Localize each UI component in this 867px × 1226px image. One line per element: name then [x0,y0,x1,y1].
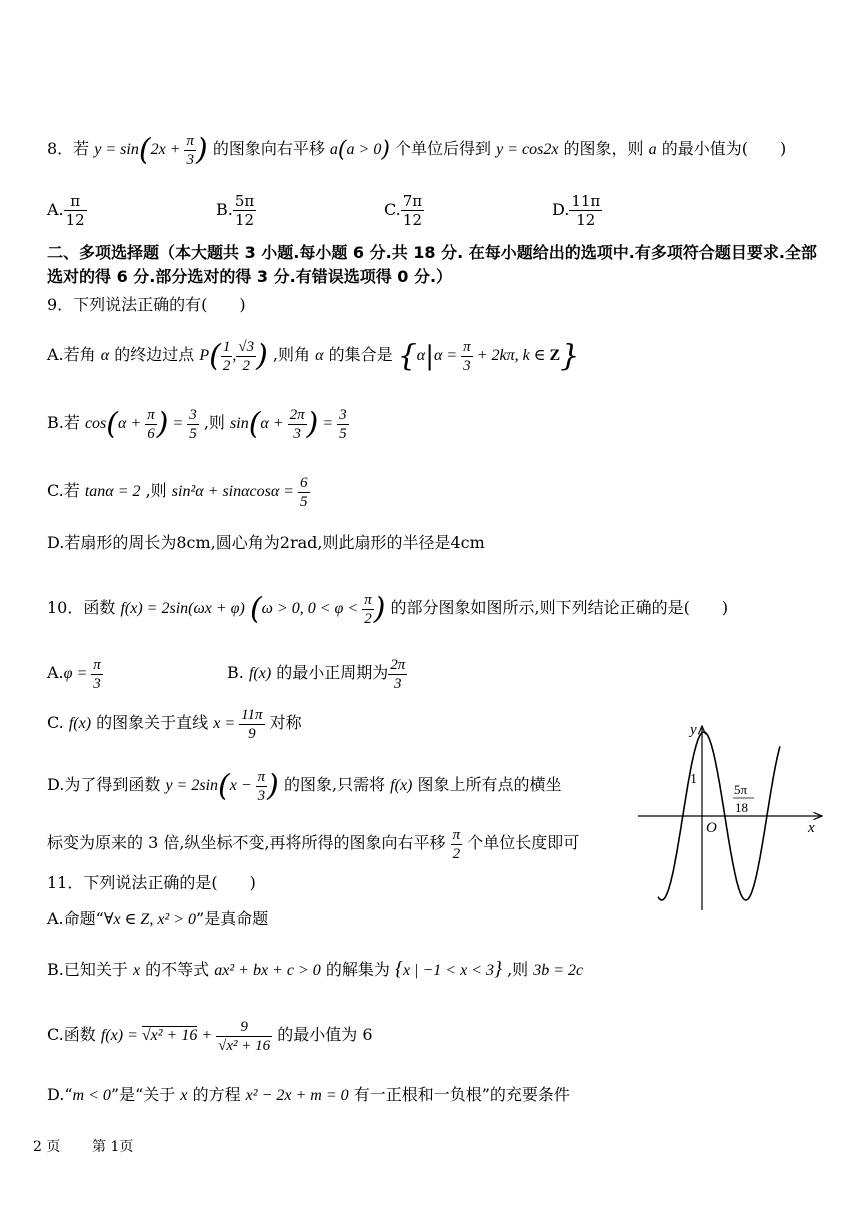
q10b-label: B. [227,663,244,683]
q11b-set: {x | −1 < x < 3} [394,958,502,980]
q11d-eq2: x² − 2x + m = 0 [245,1087,349,1104]
q9a-set: {α|α = $\frac{\pi}{3}$ + 2kπ, k ∈ Z} [397,338,580,374]
q11b-set-content: x | −1 < x < 3 [402,962,494,979]
q9a-text2: 的终边过点 [114,345,195,365]
option-label: B. [216,200,233,219]
q9-option-c [47,474,310,511]
section2-heading-line2: 选对的得 6 分.部分选对的得 3 分.有错误选项得 0 分.） [47,267,453,286]
q11a-eq: ∀x ∈ Z, x² > 0 [103,911,197,928]
q11d-text1: D.“ [47,1085,73,1104]
q10a-label: A. [47,663,64,683]
x-axis-label: x [808,820,815,836]
q8-option-d [552,192,602,229]
q9-option-d [47,532,485,554]
option-label: C. [384,200,401,219]
q8-target: y = cos2x [496,141,559,159]
q9a-text4: 的集合是 [328,345,393,365]
y-axis-label: y [690,722,697,738]
q8-option-b [216,192,256,229]
q9d-v2: 2rad [279,533,318,552]
tick-x-num: 5π [734,782,748,797]
q8-number: 8．若 [47,139,90,159]
q10-graph [636,716,836,916]
q11b-text4: ,则 [507,960,529,979]
option-num: π [64,192,87,211]
q8-tail: 的图象，则 [563,139,644,159]
q11-option-d: D.“m < 0”是“关于 x 的方程 x² − 2x + m = 0 有一正根和一负根”的充要条件 [47,1085,570,1104]
option-num: 5π [234,192,255,210]
alpha-var: α [100,347,110,365]
footer-total-pages: 2 页 [33,1139,61,1155]
q11-option-a [47,908,268,931]
tick-y-label: 1 [690,772,697,787]
q11b-res: 3b = 2c [533,962,584,979]
q9c-eq2: sin²α + sinαcosα = $\frac{6}{5}$ [171,475,308,510]
q10-stem [47,591,728,628]
footer-page-number: 第 1页 [92,1139,134,1155]
q10-option-d-line2: 标变为原来的 3 倍,纵坐标不变,再将所得的图象向右平移 $\frac{\pi}{2}$ 个单位长度即可 [47,827,580,862]
q10-number: 10．函数 [47,598,116,618]
tick-x-den: 18 [735,800,748,815]
option-den: 12 [235,211,255,229]
q9d-text1: D.若扇形的周长为 [47,533,177,552]
alpha-var: α [315,347,324,365]
q11-option-c [47,1018,373,1055]
q9d-v1: 8cm [176,533,211,552]
q10d-eq: y = 2sin(x − $\frac{\pi}{3}$ ) [165,768,279,804]
q11d-text3: 的方程 [192,1085,241,1104]
q10d-line2b: 个单位长度即可 [467,833,580,853]
q8-a: a(a > 0) [329,137,390,163]
q11a-text1: A.命题“ [47,909,104,928]
q8-expr: y = sin(2x + $\frac{\pi}{3}$ ) [94,132,208,168]
option-num: 7π [402,192,423,210]
q10c-label: C. [47,713,64,733]
q11c-text1: C.函数 [47,1025,96,1045]
q10-cond: (ω > 0, 0 < φ < $\frac{\pi}{2}$ ) [249,591,386,627]
q9b-text1: B.若 [47,413,80,433]
q10-tail: 的部分图象如图所示,则下列结论正确的是( ) [390,598,729,618]
q10-option-a: A.φ = $\frac{\pi}{3}$ [47,657,101,692]
q10c-text2: 对称 [269,713,302,733]
q9-stem: 9．下列说法正确的有( ) [47,295,246,314]
q11d-text2: ”是“关于 [110,1085,176,1104]
q10d-text1: D.为了得到函数 [47,775,161,795]
option-label: D. [552,200,570,219]
q10d-text2: 的图象,只需将 [283,775,386,795]
q8-stem [47,132,786,169]
option-den: 12 [576,211,596,229]
q8-mid2: 个单位后得到 [395,139,492,159]
q11a-text2: ”是真命题 [196,909,269,928]
q9c-eq1: tanα = 2 [84,483,141,501]
q10-expr: f(x) = 2sin(ωx + φ) [120,600,245,618]
q8-tail2: 的最小值为( ) [661,139,787,159]
q8-mid: 的图象向右平移 [212,139,325,159]
origin-label: O [706,820,717,836]
q9-option-b [47,406,349,443]
q10-option-c: C. f(x) 的图象关于直线 x = $\frac{11\pi}{9}$ 对称 [47,707,302,742]
option-num: 11π [571,192,601,210]
q11-option-b: B.已知关于 x 的不等式 ax² + bx + c > 0 的解集为 {x | −1 < x < 3} ,则 3b = 2c [47,958,584,980]
q9c-text2: ,则 [145,481,167,501]
q10-option-b: B. f(x) 的最小正周期为 $\frac{2\pi}{3}$ [227,657,406,692]
q9b-text2: ,则 [203,413,225,433]
q9b-eq1: cos(α + $\frac{\pi}{6}$ ) = $\frac{3}{5}$ [84,406,197,442]
q9c-text1: C.若 [47,481,80,501]
q11c-eq: f(x) = √x² + 16 + $\frac{9}{\text{√x² + 16}}$ [100,1019,271,1054]
option-label: A. [47,200,64,219]
section2-heading-line1: 二、多项选择题（本大题共 3 小题.每小题 6 分.共 18 分. 在每小题给出的选项中.有多项符合题目要求.全部 [47,243,817,262]
q9-option-a [47,338,579,375]
q11d-text4: 有一正根和一负根”的充要条件 [353,1085,570,1104]
q10-option-d: D.为了得到函数 y = 2sin(x − $\frac{\pi}{3}$ ) 的图象,只需将 f(x) 图象上所有点的横坐 [47,768,562,804]
q8-a-var: a [648,141,657,159]
q11d-eq1: m < 0 [72,1087,111,1104]
q11b-eq: ax² + bx + c > 0 [214,962,321,979]
q10d-line2a: 标变为原来的 3 倍,纵坐标不变,再将所得的图象向右平移 [47,833,446,853]
q11b-text3: 的解集为 [325,960,390,979]
option-den: 12 [65,211,85,229]
q11b-text1: B.已知关于 [47,960,128,979]
q11c-text2: 的最小值为 6 [277,1025,373,1045]
q9b-eq2: sin(α + $\frac{2\pi}{3}$ ) = $\frac{3}{5}$ [230,406,347,442]
option-den: 12 [402,211,423,229]
q10d-text3: 图象上所有点的横坐 [417,775,562,795]
q9d-text3: ,则此扇形的半径是 [317,533,451,552]
q11b-text2: 的不等式 [145,960,210,979]
q9a-text1: A.若角 [47,345,96,365]
q10c-text1: 的图象关于直线 [96,713,209,733]
q9a-text3: ,则角 [272,345,310,365]
q10b-text: 的最小正周期为 [276,663,389,683]
q9d-v3: 4cm [450,533,485,552]
q9a-point: P( $\frac{1}{2}$ , $\frac{√3}{2}$ ) [199,338,268,374]
q8-option-c [384,192,424,229]
q9d-text2: ,圆心角为 [210,533,280,552]
q8-option-a [47,192,87,229]
q11-stem: 11．下列说法正确的是( ) [47,873,256,892]
